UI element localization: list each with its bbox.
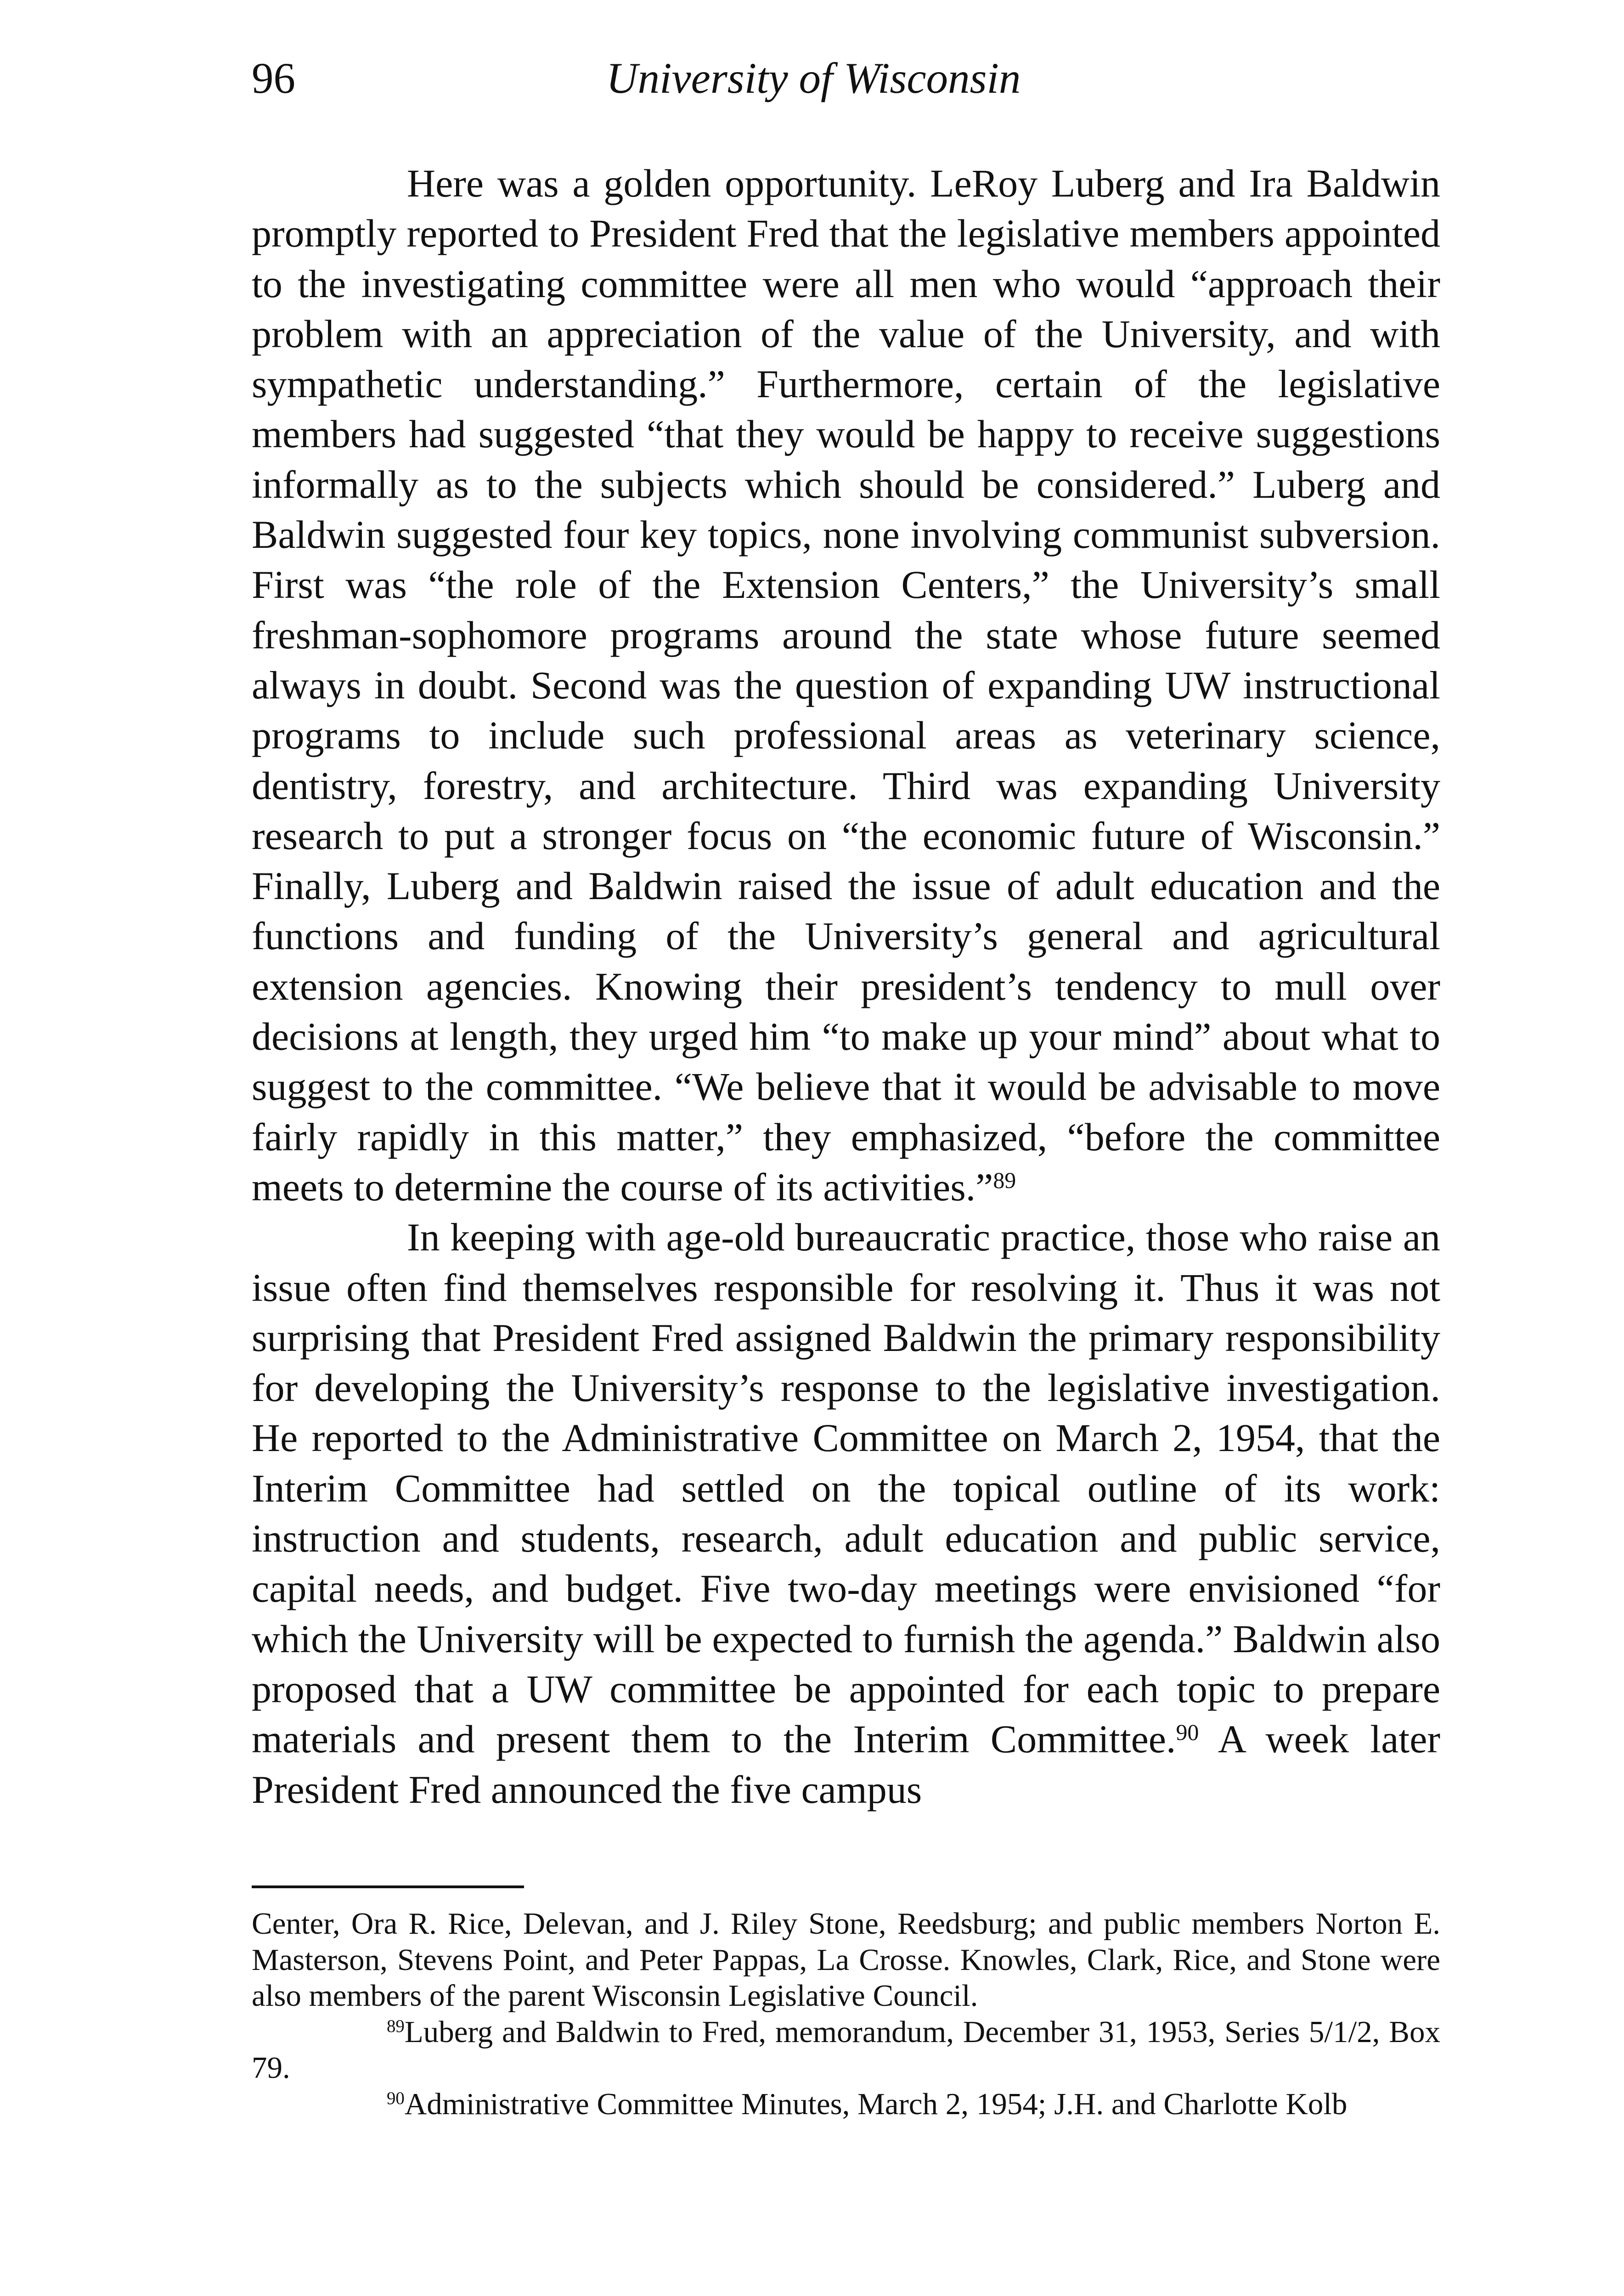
footnote-90-number: 90 [387,2088,405,2109]
footnote-divider [252,1885,524,1888]
footnote-90-text: Administrative Committee Minutes, March 2, 1954; J.H. and Charlotte Kolb [404,2087,1348,2121]
paragraph-1 [252,158,1440,1212]
footnote-89 [252,2014,1440,2086]
footnote-89-text: Luberg and Baldwin to Fred, memorandum, December 31, 1953, Series 5/1/2, Box 79. [252,2015,1440,2085]
footnote-continued: Center, Ora R. Rice, Delevan, and J. Riley Stone, Reedsburg; and public members Norton E. Masterson, Stevens Point, and Peter Pappas, La Crosse. Knowles, Clark, Rice, and Stone were also members of the parent Wisconsin Legislative Council. [252,1907,1440,2013]
page-number: 96 [252,54,295,102]
footnote-89-number: 89 [387,2016,405,2037]
note-ref-89: 89 [993,1167,1016,1193]
paragraph-2 [252,1212,1440,1815]
paragraph-2-text: In keeping with age-old bureaucratic practice, those who raise an issue often find themselves responsible for resolving it. Thus it was not surprising that President Fred assigned Baldwin the primary responsibility for developing the University’s response to the legislative investigation. He reported to the Administrative Committee on March 2, 1954, that the Interim Committee had settled on the topical outline of its work: instruction and students, research, adult education and public service, capital needs, and budget. Five two-day meetings were envisioned “for which the University will be expected to furnish the agenda.” Baldwin also proposed that a UW committee be appointed for each topic to prepare materials and present them to the Interim Committee. [252,1215,1440,1761]
footnote-90 [252,2086,1440,2122]
note-ref-90: 90 [1176,1719,1199,1745]
running-title: University of Wisconsin [606,54,1021,102]
footnotes [252,1906,1440,2122]
paragraph-1-text: Here was a golden opportunity. LeRoy Luberg and Ira Baldwin promptly reported to President Fred that the legislative members appointed to the investigating committee were all men who would “approach their problem with an appreciation of the value of the University, and with sympathetic understanding.” Furthermore, certain of the legislative members had suggested “that they would be happy to receive suggestions informally as to the subjects which should be considered.” Luberg and Baldwin suggested four key topics, none involving communist subversion. First was “the role of the Extension Centers,” the University’s small freshman-sophomore programs around the state whose future seemed always in doubt. Second was the question of expanding UW instructional programs to include such professional areas as veterinary science, dentistry, forestry, and architecture. Third was expanding University research to put a stronger focus on “the economic future of Wisconsin.” Finally, Luberg and Baldwin raised the issue of adult education and the functions and funding of the University’s general and agricultural extension agencies. Knowing their president’s tendency to mull over decisions at length, they urged him “to make up your mind” about what to suggest to the committee. “We believe that it would be advisable to move fairly rapidly in this matter,” they emphasized, “before the committee meets to determine the course of its activities.” [252,161,1440,1209]
paragraph-2-continuation: A week later President Fred announced the five campus [252,1717,1441,1812]
body-text [252,158,1440,1815]
